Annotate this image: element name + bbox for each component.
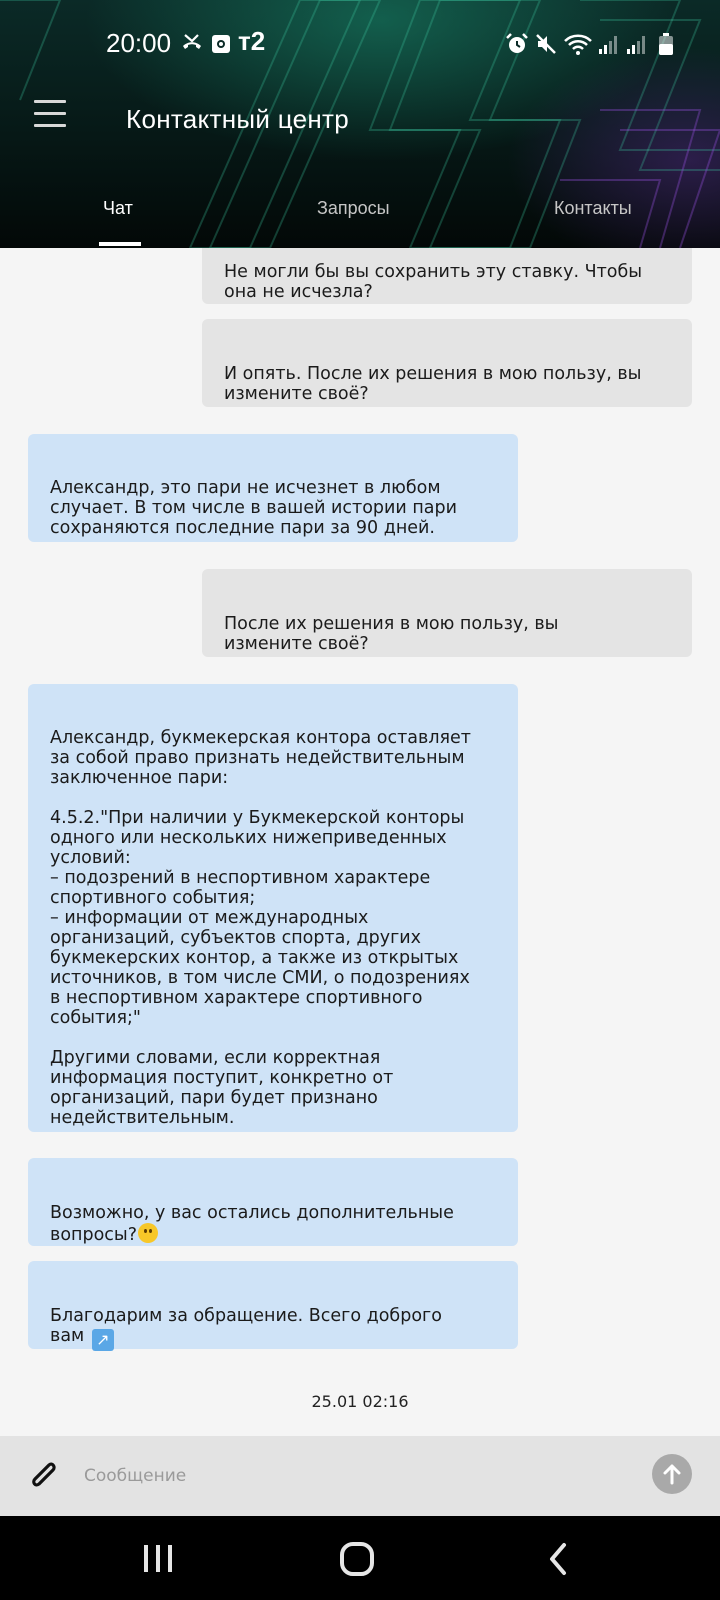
- mute-icon: [534, 32, 558, 56]
- up-right-arrow-emoji: ↗: [92, 1329, 114, 1351]
- incoming-message: [28, 1158, 518, 1246]
- back-icon[interactable]: [540, 1542, 580, 1576]
- screen-record-icon: [210, 32, 232, 56]
- signal-icon: [598, 32, 620, 56]
- wifi-icon: [563, 32, 593, 56]
- status-time: 20:00: [106, 28, 172, 58]
- outgoing-message: [202, 569, 692, 657]
- missed-call-icon: [180, 32, 204, 56]
- active-tab-indicator: [99, 242, 141, 246]
- tab-chat[interactable]: Чат: [103, 198, 133, 218]
- app-header: [0, 0, 720, 248]
- chat-messages[interactable]: [0, 248, 720, 1436]
- hamburger-icon-line: [34, 124, 66, 127]
- hamburger-icon: [34, 100, 66, 103]
- incoming-message: [28, 434, 518, 542]
- incoming-message: [28, 684, 518, 1132]
- incoming-message: [28, 1261, 518, 1349]
- arrow-up-icon: [660, 1462, 684, 1486]
- hamburger-menu-button[interactable]: [34, 100, 66, 132]
- tab-bar: [0, 192, 720, 248]
- send-button[interactable]: [652, 1454, 692, 1494]
- message-text: После их решения в мою пользу, вы измените своё?: [224, 614, 559, 654]
- message-text: Александр, букмекерская контора оставляет за собой право признать недействительным заключенное пари: 4.5.2."При наличии у Букмекерской конторы одного или нескольких нижеприведенных условий: – подозрений в неспортивном характере спортивного события; – информации от международных организаций, субъектов спорта, других букмекерских контор, а также из открытых источников, в том числе СМИ, о подозрениях в неспортивном характере спортивного события;" Другими словами, если корректная информация поступит, конкретно от организаций, пари будет признано недействительным.: [50, 728, 471, 1128]
- system-navigation-bar: [0, 1516, 720, 1600]
- message-text: Не могли бы вы сохранить эту ставку. Чтобы она не исчезла?: [224, 262, 643, 302]
- message-input[interactable]: [84, 1456, 624, 1496]
- carrier-icon: т2: [238, 26, 266, 56]
- paperclip-icon[interactable]: [26, 1458, 60, 1492]
- signal-icon: [626, 32, 648, 56]
- message-text: И опять. После их решения в мою пользу, вы измените своё?: [224, 364, 642, 404]
- page-title: Контактный центр: [126, 104, 349, 134]
- slightly-smiling-face-emoji: [138, 1223, 158, 1243]
- message-text: Александр, это пари не исчезнет в любом случает. В том числе в вашей истории пари сохраняются последние пари за 90 дней.: [50, 478, 457, 538]
- tab-contacts[interactable]: Контакты: [554, 198, 632, 218]
- status-bar: [0, 22, 720, 66]
- message-timestamp: 25.01 02:16: [311, 1392, 409, 1411]
- message-text: Благодарим за обращение. Всего доброго вам: [50, 1306, 442, 1346]
- message-text: Возможно, у вас остались дополнительные вопросы?: [50, 1203, 454, 1245]
- message-composer: [0, 1436, 720, 1516]
- alarm-icon: [505, 32, 529, 56]
- outgoing-message: [202, 248, 692, 304]
- outgoing-message: [202, 319, 692, 407]
- hamburger-icon-line: [34, 112, 66, 115]
- battery-icon: [658, 32, 674, 56]
- tab-requests[interactable]: Запросы: [317, 198, 390, 218]
- recent-apps-icon[interactable]: [138, 1542, 178, 1576]
- home-icon[interactable]: [338, 1542, 378, 1576]
